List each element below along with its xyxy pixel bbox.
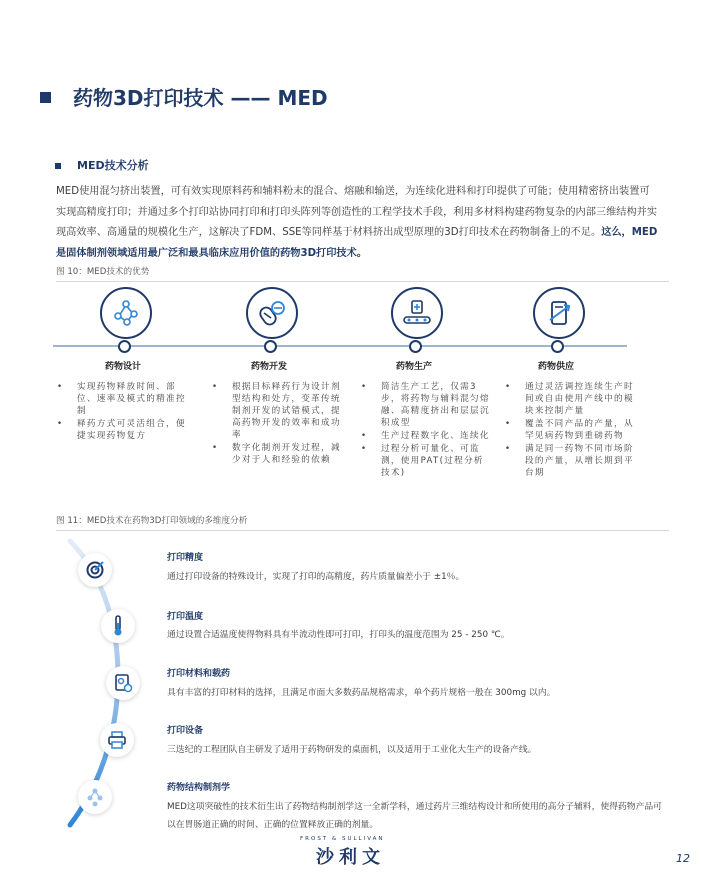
production-line-icon	[391, 287, 443, 339]
logo-en: FROST & SULLIVAN	[300, 836, 385, 842]
stage-bullets-design	[57, 381, 193, 443]
bullet-item: • 数字化制剂开发过程，减少对于人和经验的依赖	[212, 442, 350, 466]
item-title: 打印温度	[167, 612, 204, 622]
section-title: MED技术分析	[77, 159, 149, 172]
bullet-item: • 根据目标释药行为设计剂型结构和处方，变革传统制剂开发的试错模式，提高药物开发的效率和成功率	[212, 381, 350, 441]
timeline-dot	[409, 340, 422, 353]
materials-icon	[106, 666, 140, 700]
target-icon	[78, 553, 112, 587]
stage-bullets-production	[361, 381, 493, 480]
capsule-icon	[246, 287, 298, 339]
bullet-item: • 通过灵活调控连续生产时间或自由使用产线中的模块来控制产量	[505, 381, 641, 417]
bullet-item: • 满足同一药物不同市场阶段的产量，从增长期到平台期	[505, 443, 641, 479]
bullet-item: • 实现药物释放时间、部位、速率及模式的精准控制	[57, 381, 193, 417]
molecule-icon	[100, 287, 152, 339]
timeline-line	[53, 345, 627, 347]
item-text: 具有丰富的打印材料的选择，且满足市面大多数药品规格需求，单个药片规格一般在 300mg 以内。	[167, 688, 556, 698]
paragraph-highlight: 这么，MED是固体制剂领域适用最广泛和最具临床应用价值的药物3D打印技术。	[56, 227, 658, 259]
figure11-caption: 图 11：MED技术在药物3D打印领域的多维度分析	[56, 516, 248, 526]
stage-label: 药物设计	[104, 362, 141, 372]
section-square-icon	[55, 163, 61, 169]
stage-label: 药物开发	[250, 362, 287, 372]
bullet-item: • 覆盖不同产品的产量，从罕见病药物到重磅药物	[505, 418, 641, 442]
timeline-dot	[118, 340, 131, 353]
item-text: 通过设置合适温度使得物料具有半流动性即可打印，打印头的温度范围为 25 - 250 ℃。	[167, 630, 510, 640]
bullet-item: • 过程分析可量化、可监测，使用PAT(过程分析技术)	[361, 443, 493, 479]
timeline-dot	[264, 340, 277, 353]
item-text: MED这项突破性的技术衍生出了药物结构制剂学这一全新学科，通过药片三维结构设计和所使用的高分子辅料，使得药物产品可以在胃肠道正确的时间、正确的位置释放正确的剂量。	[167, 802, 662, 830]
title-square-icon	[40, 92, 51, 103]
logo-cn: 沙利文	[316, 847, 385, 868]
item-title: 打印材料和载药	[167, 669, 231, 679]
item-title: 打印设备	[167, 726, 204, 736]
analysis-paragraph	[56, 182, 659, 264]
printer-icon	[100, 723, 134, 757]
structure-icon	[78, 780, 112, 814]
item-text: 通过打印设备的特殊设计，实现了打印的高精度，药片质量偏差小于 ±1％。	[167, 572, 465, 582]
bullet-item: • 释药方式可灵活组合，便捷实现药物复方	[57, 418, 193, 442]
paragraph-text: MED使用混匀挤出装置，可有效实现原料药和辅料粉末的混合、熔融和输送，为连续化进料和打印提供了可能；使用精密挤出装置可实现高精度打印；并通过多个打印站协同打印和打印头阵列等创造性的工程学技术手段，利用多材料构建药物复杂的内部三维结构并实现高效率、高通量的规模化生产，这解决了FDM、SSE等同样基于材料挤出成型原理的3D打印技术在药物制备上的不足。	[56, 186, 658, 238]
timeline-dot	[551, 340, 564, 353]
bullet-item: • 简洁生产工艺，仅需3步，将药物与辅料混匀熔融、高精度挤出和层层沉积成型	[361, 381, 493, 429]
item-text: 三迭纪的工程团队自主研发了适用于药物研发的桌面机，以及适用于工业化大生产的设备产线。	[167, 745, 537, 755]
stage-label: 药物供应	[537, 362, 574, 372]
stage-label: 药物生产	[395, 362, 432, 372]
item-title: 药物结构制剂学	[167, 783, 231, 793]
page-title: 药物3D打印技术 —— MED	[73, 86, 328, 110]
figure10-caption: 图 10：MED技术的优势	[56, 267, 150, 277]
bullet-item: • 生产过程数字化、连续化	[361, 430, 493, 442]
stage-bullets-supply	[505, 381, 641, 480]
figure11-rule	[56, 530, 669, 531]
supply-icon	[533, 287, 585, 339]
stage-bullets-development	[212, 381, 350, 467]
item-title: 打印精度	[167, 553, 204, 563]
page-number: 12	[676, 852, 690, 865]
figure10-rule	[56, 281, 669, 282]
thermometer-icon	[101, 609, 135, 643]
